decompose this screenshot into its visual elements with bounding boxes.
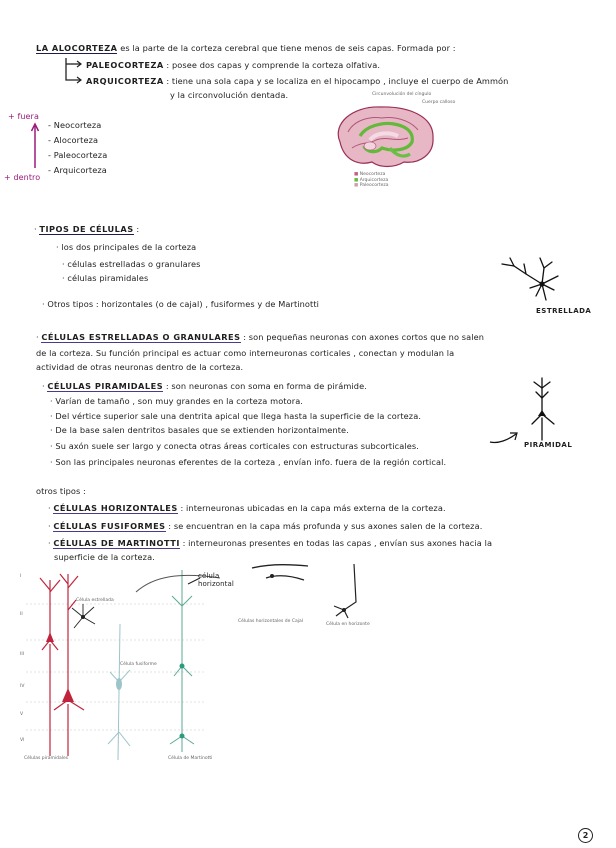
brain-caption-top: Circunvolución del cíngulo: [372, 92, 432, 97]
brain-caption-side: Cuerpo calloso: [422, 100, 456, 105]
fusiformes-line: · CÉLULAS FUSIFORMES : se encuentran en la capa más profunda y sus axones salen de la corteza.: [48, 521, 483, 531]
fusiforme-cell-drawing: [104, 622, 134, 762]
estrellada-neuron-sketch: [496, 254, 566, 304]
caption-piramidales: Células piramidales: [24, 756, 69, 761]
tipos-heading-line: · TIPOS DE CÉLULAS :: [34, 224, 140, 234]
brain-legend: [354, 172, 388, 189]
layer-label-5: V: [20, 712, 24, 717]
arquicorteza-line: [86, 76, 508, 86]
layer-label-2: II: [20, 612, 23, 617]
legend-paleocorteza: ■ Paleocorteza: [354, 183, 389, 188]
paleocorteza-line: [86, 60, 380, 70]
arquicorteza-label: ARQUICORTEZA: [86, 76, 164, 86]
brain-figure: [330, 92, 470, 192]
tipos-sub-2: · células piramidales: [62, 273, 149, 283]
piramidales-bullet-2: · Del vértice superior sale una dentrita apical que llega hasta la superficie de la corteza.: [50, 411, 422, 421]
piramidal-pointer-arrow: [486, 428, 526, 448]
otros-heading: otros tipos :: [36, 486, 86, 496]
tipos-main-bullet: · los dos principales de la corteza: [56, 242, 197, 252]
estrellada-cell-drawing: [68, 602, 98, 632]
tipos-sub-1: · células estrelladas o granulares: [62, 259, 201, 269]
layer-label-1: I: [20, 574, 22, 579]
estrelladas-heading: CÉLULAS ESTRELLADAS O GRANULARES: [41, 332, 241, 342]
layer-label-4: IV: [20, 684, 25, 689]
layer-label-6: VI: [20, 738, 25, 743]
horizontales-line: · CÉLULAS HORIZONTALES : interneuronas ubicadas en la capa más externa de la corteza.: [48, 503, 446, 513]
estrelladas-line-1: · CÉLULAS ESTRELLADAS O GRANULARES : son pequeñas neuronas con axones cortos que no salen: [36, 332, 485, 342]
fusiformes-heading: CÉLULAS FUSIFORMES: [53, 521, 166, 531]
hierarchy-arrow: [30, 122, 40, 170]
branch-arrow: [60, 56, 86, 86]
hierarchy-bottom-label: + dentro: [4, 173, 41, 182]
tipos-heading: TIPOS DE CÉLULAS: [39, 224, 134, 234]
piramidales-bullet-3: · De la base salen dentritos basales que se extienden horizontalmente.: [50, 425, 349, 435]
piramidales-bullet-5: · Son las principales neuronas eferentes de la corteza , envían info. fuera de la región cortical.: [50, 457, 447, 467]
arquicorteza-text-2: y la circonvolución dentada.: [170, 90, 289, 100]
caption-estrellada: Célula estrellada: [76, 598, 114, 603]
hierarchy-item-1: - Neocorteza: [48, 120, 102, 130]
piramidales-bullet-1: · Varían de tamaño , son muy grandes en la corteza motora.: [50, 396, 304, 406]
martinotti-line: · CÉLULAS DE MARTINOTTI : interneuronas presentes en todas las capas , envían sus axones hacia la: [48, 538, 493, 548]
horizontal-cells-right: [248, 562, 318, 586]
piramidales-heading: CÉLULAS PIRAMIDALES: [47, 381, 164, 391]
handwritten-arrow: [186, 576, 202, 588]
estrellada-label: ESTRELLADA: [536, 307, 592, 315]
hierarchy-item-4: - Arquicorteza: [48, 165, 107, 175]
axon-cell-right: [326, 562, 366, 622]
caption-axon: Célula en horizonte: [326, 622, 370, 627]
piramidales-intro: · CÉLULAS PIRAMIDALES : son neuronas con soma en forma de pirámide.: [42, 381, 367, 391]
tipos-others: · Otros tipos : horizontales (o de cajal) , fusiformes y de Martinotti: [42, 299, 320, 309]
caption-horizontales: Células horizontales de Cajal: [238, 619, 303, 624]
hierarchy-item-3: - Paleocorteza: [48, 150, 108, 160]
brain-illustration: [330, 102, 440, 172]
estrelladas-line-2: de la corteza. Su función principal es actuar como interneuronas corticales , conectan y modulan la: [36, 348, 455, 358]
intro-line: [36, 43, 456, 53]
martinotti-heading: CÉLULAS DE MARTINOTTI: [53, 538, 180, 548]
hierarchy-item-2: - Alocorteza: [48, 135, 99, 145]
paleocorteza-label: PALEOCORTEZA: [86, 60, 164, 70]
paleocorteza-text: : posee dos capas y comprende la corteza olfativa.: [166, 60, 381, 70]
caption-fusiforme: Célula fusiforme: [120, 662, 157, 667]
layer-label-3: III: [20, 652, 24, 657]
hierarchy-top-label: + fuera: [8, 112, 39, 121]
legend-neocorteza: ■ Neocorteza: [354, 172, 386, 177]
cortex-diagram: [16, 562, 396, 772]
estrelladas-line-3: actividad de otras neuronas dentro de la corteza.: [36, 362, 244, 372]
legend-arquicorteza: ■ Arquicorteza: [354, 177, 389, 183]
alocorteza-heading: LA ALOCORTEZA: [36, 43, 118, 53]
horizontales-heading: CÉLULAS HORIZONTALES: [53, 503, 178, 513]
alocorteza-definition: es la parte de la corteza cerebral que tiene menos de seis capas. Formada por :: [120, 43, 456, 53]
piramidales-bullet-4: · Su axón suele ser largo y conecta otras áreas corticales con estructuras subcorticales.: [50, 441, 419, 451]
handwritten-horizontal-label: célula horizontal: [198, 572, 234, 588]
caption-martinotti: Célula de Martinotti: [168, 756, 213, 761]
arquicorteza-text-1: : tiene una sola capa y se localiza en el hipocampo , incluye el cuerpo de Ammón: [166, 76, 509, 86]
page-number: 2: [578, 828, 593, 843]
piramidal-label: PIRAMIDAL: [524, 441, 573, 449]
martinotti-line-2: superficie de la corteza.: [54, 552, 155, 562]
